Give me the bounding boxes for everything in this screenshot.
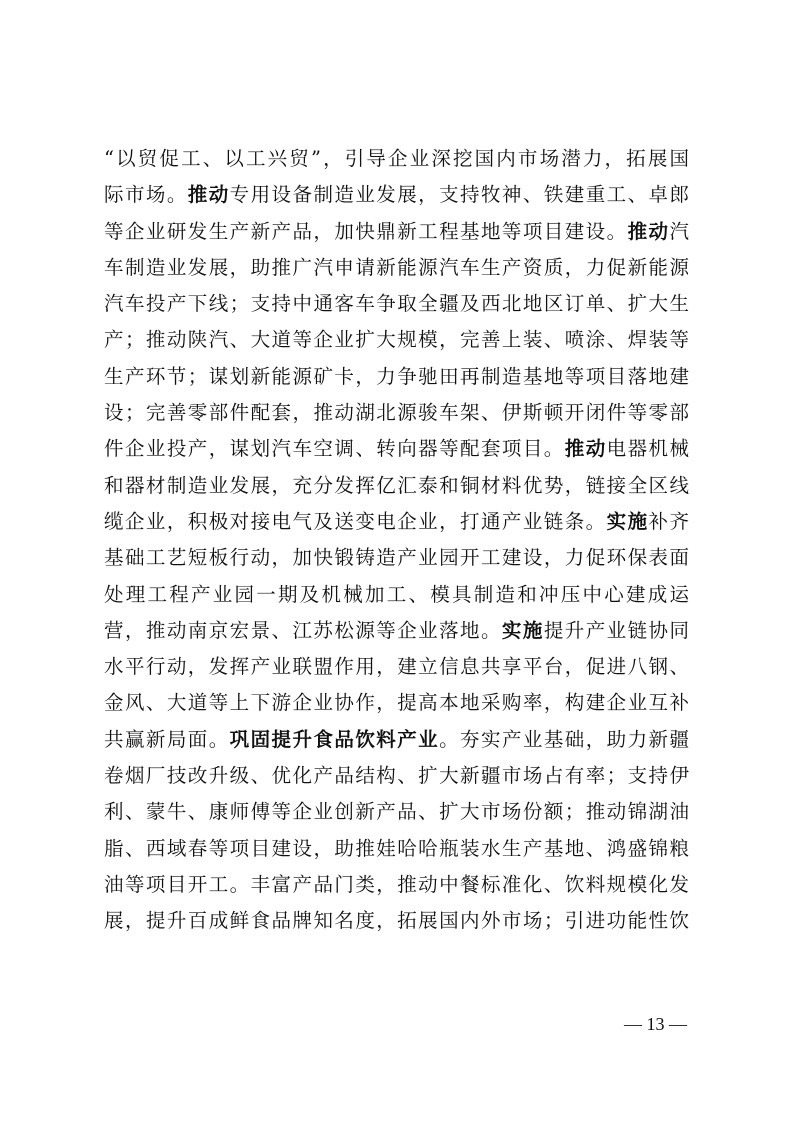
text-run: 生产环节；谋划新能源矿卡，力争驰田再制造基地等项目落地建 bbox=[104, 364, 689, 388]
bold-keyword: 推动 bbox=[564, 437, 607, 461]
bold-keyword: 推动 bbox=[187, 183, 230, 207]
text-line bbox=[104, 613, 689, 649]
document-body bbox=[104, 141, 689, 940]
text-run: 水平行动，发挥产业联盟作用，建立信息共享平台，促进八钢、 bbox=[104, 655, 689, 679]
text-run: 设；完善零部件配套，推动湖北源骏车架、伊斯顿开闭件等零部 bbox=[104, 401, 689, 425]
text-run: 营，推动南京宏景、江苏松源等企业落地。 bbox=[104, 618, 502, 642]
text-run: 际市场。 bbox=[104, 183, 188, 207]
text-run: 油等项目开工。丰富产品门类，推动中餐标准化、饮料规模化发 bbox=[104, 872, 689, 896]
text-line bbox=[104, 794, 689, 830]
text-line bbox=[104, 214, 689, 250]
text-line bbox=[104, 540, 689, 576]
text-line bbox=[104, 250, 689, 286]
text-run: 和器材制造业发展，充分发挥亿汇泰和铜材料优势，链接全区线 bbox=[104, 473, 689, 497]
text-run: 补齐 bbox=[648, 509, 689, 533]
text-line bbox=[104, 758, 689, 794]
bold-keyword: 巩固提升食品饮料产业 bbox=[229, 727, 440, 751]
text-run: 基础工艺短板行动，加快锻铸造产业园开工建设，力促环保表面 bbox=[104, 546, 689, 570]
text-run: 共赢新局面。 bbox=[104, 727, 230, 751]
text-run: 汽车投产下线；支持中通客车争取全疆及西北地区订单、扩大生 bbox=[104, 292, 689, 316]
page-number: — 13 — bbox=[624, 1014, 687, 1034]
text-line bbox=[104, 322, 689, 358]
text-run: 等企业研发生产新产品，加快鼎新工程基地等项目建设。 bbox=[104, 219, 628, 243]
text-run: 。夯实产业基础，助力新疆 bbox=[439, 727, 689, 751]
text-run: 展，提升百成鲜食品牌知名度，拓展国内外市场；引进功能性饮 bbox=[104, 909, 689, 933]
text-run: 金风、大道等上下游企业协作，提高本地采购率，构建企业互补 bbox=[104, 691, 689, 715]
text-run: 提升产业链协同 bbox=[543, 618, 689, 642]
text-run: 卷烟厂技改升级、优化产品结构、扩大新疆市场占有率；支持伊 bbox=[104, 764, 689, 788]
bold-keyword: 实施 bbox=[501, 618, 544, 642]
text-run: 电器机械 bbox=[606, 437, 689, 461]
text-line bbox=[104, 903, 689, 939]
text-line bbox=[104, 359, 689, 395]
text-line bbox=[104, 831, 689, 867]
text-run: 利、蒙牛、康师傅等企业创新产品、扩大市场份额；推动锦湖油 bbox=[104, 800, 689, 824]
text-run: 脂、西域春等项目建设，助推娃哈哈瓶装水生产基地、鸿盛锦粮 bbox=[104, 836, 689, 860]
text-line bbox=[104, 286, 689, 322]
text-line bbox=[104, 395, 689, 431]
bold-keyword: 推动 bbox=[627, 219, 670, 243]
text-line bbox=[104, 141, 689, 177]
text-run: 专用设备制造业发展，支持牧神、铁建重工、卓郎 bbox=[229, 183, 689, 207]
text-line bbox=[104, 468, 689, 504]
text-run: 缆企业，积极对接电气及送变电企业，打通产业链条。 bbox=[104, 509, 607, 533]
text-line bbox=[104, 867, 689, 903]
text-run: 汽 bbox=[669, 219, 689, 243]
text-line bbox=[104, 431, 689, 467]
text-line bbox=[104, 685, 689, 721]
text-line bbox=[104, 649, 689, 685]
text-run: 产；推动陕汽、大道等企业扩大规模，完善上装、喷涂、焊装等 bbox=[104, 328, 689, 352]
text-line bbox=[104, 504, 689, 540]
text-run: “以贸促工、以工兴贸”，引导企业深挖国内市场潜力，拓展国 bbox=[104, 147, 689, 170]
text-run: 车制造业发展，助推广汽申请新能源汽车生产资质，力促新能源 bbox=[104, 255, 689, 279]
text-run: 处理工程产业园一期及机械加工、模具制造和冲压中心建成运 bbox=[104, 582, 689, 606]
text-run: 件企业投产，谋划汽车空调、转向器等配套项目。 bbox=[104, 437, 565, 461]
text-line bbox=[104, 722, 689, 758]
text-line bbox=[104, 577, 689, 613]
text-line bbox=[104, 177, 689, 213]
bold-keyword: 实施 bbox=[606, 509, 649, 533]
